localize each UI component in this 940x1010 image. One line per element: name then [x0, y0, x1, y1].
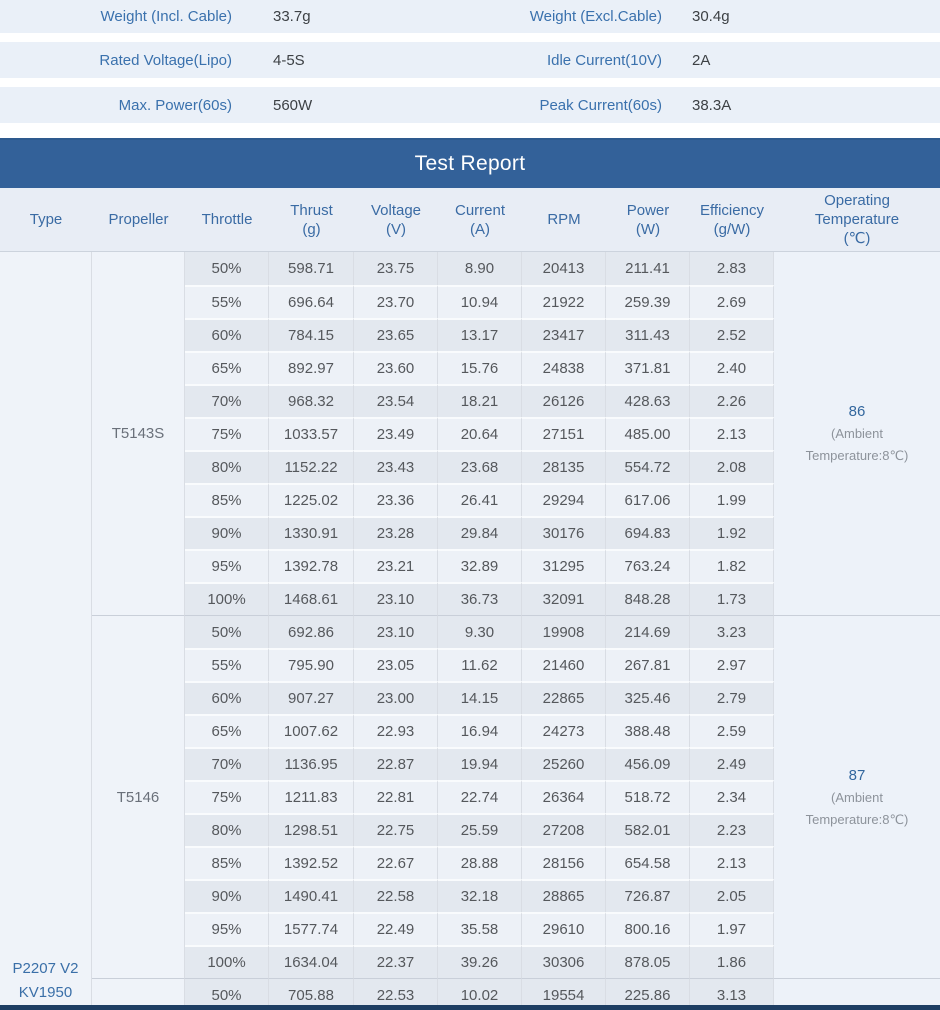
spec-label: Max. Power(60s)	[118, 96, 232, 114]
motor-type-label: P2207 V2	[12, 960, 79, 977]
cell-thrust: 692.86	[269, 615, 354, 648]
cell-throttle: 50%	[185, 615, 269, 648]
cell-power: 325.46	[606, 681, 690, 714]
cell-throttle: 100%	[185, 582, 269, 615]
cell-voltage: 22.81	[354, 780, 438, 813]
cell-efficiency: 2.05	[690, 879, 774, 912]
cell-current: 23.68	[438, 450, 522, 483]
report-table	[0, 188, 940, 1010]
cell-efficiency: 1.73	[690, 582, 774, 615]
cell-type	[0, 252, 92, 1010]
col-header-type: Type	[0, 188, 92, 252]
cell-efficiency: 2.23	[690, 813, 774, 846]
cell-rpm: 25260	[522, 747, 606, 780]
cell-voltage: 22.93	[354, 714, 438, 747]
spec-label: Weight (Excl.Cable)	[529, 8, 662, 25]
col-header-propeller: Propeller	[92, 188, 185, 252]
cell-rpm: 19908	[522, 615, 606, 648]
cell-thrust: 1298.51	[269, 813, 354, 846]
cell-throttle: 60%	[185, 681, 269, 714]
cell-efficiency: 2.40	[690, 351, 774, 384]
cell-throttle: 50%	[185, 252, 269, 285]
cell-voltage: 22.75	[354, 813, 438, 846]
cell-throttle: 90%	[185, 516, 269, 549]
cell-thrust: 1392.52	[269, 846, 354, 879]
cell-rpm: 32091	[522, 582, 606, 615]
cell-rpm: 21460	[522, 648, 606, 681]
report-table-body	[0, 252, 940, 1010]
cell-voltage: 23.75	[354, 252, 438, 285]
cell-power: 371.81	[606, 351, 690, 384]
header-row	[0, 188, 940, 252]
spec-label: Idle Current(10V)	[546, 51, 662, 69]
cell-voltage: 23.60	[354, 351, 438, 384]
col-header-thrust: Thrust (g)	[269, 188, 354, 252]
cell-power: 554.72	[606, 450, 690, 483]
cell-thrust: 1634.04	[269, 945, 354, 978]
report-title: Test Report	[414, 152, 526, 175]
cell-current: 32.18	[438, 879, 522, 912]
cell-current: 22.74	[438, 780, 522, 813]
cell-operating-temperature	[774, 615, 940, 978]
cell-voltage: 22.53	[354, 978, 438, 1010]
cell-voltage: 23.05	[354, 648, 438, 681]
spec-label: Rated Voltage(Lipo)	[99, 51, 232, 69]
cell-throttle: 70%	[185, 384, 269, 417]
spec-value: 30.4g	[692, 8, 730, 25]
cell-voltage: 23.49	[354, 417, 438, 450]
cell-throttle: 95%	[185, 549, 269, 582]
cell-efficiency: 2.59	[690, 714, 774, 747]
cell-current: 11.62	[438, 648, 522, 681]
next-section-edge	[0, 1005, 940, 1010]
cell-voltage: 23.28	[354, 516, 438, 549]
cell-efficiency: 2.13	[690, 846, 774, 879]
cell-current: 14.15	[438, 681, 522, 714]
cell-power: 518.72	[606, 780, 690, 813]
cell-current: 28.88	[438, 846, 522, 879]
col-header-voltage: Voltage (V)	[354, 188, 438, 252]
cell-rpm: 29294	[522, 483, 606, 516]
spec-row-voltage	[0, 42, 940, 78]
cell-throttle: 80%	[185, 450, 269, 483]
spec-row-power	[0, 87, 940, 123]
cell-power: 267.81	[606, 648, 690, 681]
cell-power: 800.16	[606, 912, 690, 945]
cell-throttle: 80%	[185, 813, 269, 846]
cell-current: 8.90	[438, 252, 522, 285]
cell-current: 15.76	[438, 351, 522, 384]
cell-power: 726.87	[606, 879, 690, 912]
cell-rpm: 21922	[522, 285, 606, 318]
cell-thrust: 1490.41	[269, 879, 354, 912]
cell-efficiency: 2.13	[690, 417, 774, 450]
cell-efficiency: 2.79	[690, 681, 774, 714]
cell-rpm: 30176	[522, 516, 606, 549]
spec-value: 2A	[692, 51, 711, 69]
cell-rpm: 29610	[522, 912, 606, 945]
cell-voltage: 22.67	[354, 846, 438, 879]
cell-voltage: 23.10	[354, 615, 438, 648]
cell-thrust: 1007.62	[269, 714, 354, 747]
cell-thrust: 1152.22	[269, 450, 354, 483]
cell-throttle: 85%	[185, 846, 269, 879]
ambient-temperature-note: Temperature:8℃)	[805, 448, 909, 463]
cell-power: 763.24	[606, 549, 690, 582]
cell-throttle: 75%	[185, 780, 269, 813]
cell-rpm: 19554	[522, 978, 606, 1010]
table-row	[0, 252, 940, 285]
cell-efficiency: 3.23	[690, 615, 774, 648]
cell-rpm: 28865	[522, 879, 606, 912]
cell-thrust: 968.32	[269, 384, 354, 417]
cell-thrust: 1211.83	[269, 780, 354, 813]
cell-efficiency: 1.86	[690, 945, 774, 978]
cell-voltage: 22.58	[354, 879, 438, 912]
cell-voltage: 23.10	[354, 582, 438, 615]
cell-voltage: 23.54	[354, 384, 438, 417]
cell-throttle: 75%	[185, 417, 269, 450]
cell-thrust: 696.64	[269, 285, 354, 318]
spec-label: Weight (Incl. Cable)	[100, 8, 232, 25]
cell-efficiency: 2.34	[690, 780, 774, 813]
cell-efficiency: 2.49	[690, 747, 774, 780]
cell-current: 36.73	[438, 582, 522, 615]
col-header-rpm: RPM	[522, 188, 606, 252]
cell-throttle: 65%	[185, 351, 269, 384]
cell-throttle: 90%	[185, 879, 269, 912]
cell-rpm: 27151	[522, 417, 606, 450]
cell-thrust: 1033.57	[269, 417, 354, 450]
cell-current: 16.94	[438, 714, 522, 747]
cell-current: 26.41	[438, 483, 522, 516]
cell-throttle: 60%	[185, 318, 269, 351]
cell-power: 456.09	[606, 747, 690, 780]
temperature-value: 87	[848, 766, 866, 784]
cell-thrust: 598.71	[269, 252, 354, 285]
col-header-throttle: Throttle	[185, 188, 269, 252]
cell-power: 878.05	[606, 945, 690, 978]
cell-throttle: 70%	[185, 747, 269, 780]
cell-power: 388.48	[606, 714, 690, 747]
cell-efficiency: 1.92	[690, 516, 774, 549]
cell-propeller: T5146	[92, 615, 185, 978]
cell-current: 10.02	[438, 978, 522, 1010]
cell-voltage: 22.87	[354, 747, 438, 780]
cell-rpm: 27208	[522, 813, 606, 846]
col-header-efficiency: Efficiency (g/W)	[690, 188, 774, 252]
cell-throttle: 65%	[185, 714, 269, 747]
spec-value: 38.3A	[692, 96, 732, 114]
spec-row-weight	[0, 0, 940, 33]
cell-thrust: 1330.91	[269, 516, 354, 549]
cell-efficiency: 1.97	[690, 912, 774, 945]
cell-thrust: 907.27	[269, 681, 354, 714]
cell-thrust: 892.97	[269, 351, 354, 384]
cell-current: 29.84	[438, 516, 522, 549]
cell-current: 18.21	[438, 384, 522, 417]
cell-rpm: 31295	[522, 549, 606, 582]
cell-rpm: 20413	[522, 252, 606, 285]
cell-current: 9.30	[438, 615, 522, 648]
cell-current: 13.17	[438, 318, 522, 351]
cell-power: 654.58	[606, 846, 690, 879]
cell-rpm: 30306	[522, 945, 606, 978]
ambient-temperature-note: (Ambient	[830, 426, 884, 441]
cell-rpm: 28156	[522, 846, 606, 879]
cell-thrust: 795.90	[269, 648, 354, 681]
cell-power: 428.63	[606, 384, 690, 417]
cell-power: 214.69	[606, 615, 690, 648]
cell-power: 485.00	[606, 417, 690, 450]
cell-current: 10.94	[438, 285, 522, 318]
cell-rpm: 23417	[522, 318, 606, 351]
cell-voltage: 23.65	[354, 318, 438, 351]
cell-rpm: 24273	[522, 714, 606, 747]
temperature-value: 86	[848, 403, 866, 420]
col-header-current: Current (A)	[438, 188, 522, 252]
cell-efficiency: 1.82	[690, 549, 774, 582]
cell-current: 25.59	[438, 813, 522, 846]
cell-efficiency: 2.69	[690, 285, 774, 318]
cell-efficiency: 2.52	[690, 318, 774, 351]
cell-voltage: 23.36	[354, 483, 438, 516]
cell-current: 32.89	[438, 549, 522, 582]
cell-current: 35.58	[438, 912, 522, 945]
ambient-temperature-note: Temperature:8℃)	[805, 811, 909, 827]
cell-voltage: 22.37	[354, 945, 438, 978]
cell-throttle: 55%	[185, 285, 269, 318]
cell-thrust: 1392.78	[269, 549, 354, 582]
col-header-power: Power (W)	[606, 188, 690, 252]
cell-power: 259.39	[606, 285, 690, 318]
cell-rpm: 28135	[522, 450, 606, 483]
cell-voltage: 23.00	[354, 681, 438, 714]
report-table-header	[0, 188, 940, 252]
cell-thrust: 1468.61	[269, 582, 354, 615]
cell-rpm: 22865	[522, 681, 606, 714]
cell-voltage: 22.49	[354, 912, 438, 945]
col-header-temperature: Operating Temperature (℃)	[774, 188, 940, 252]
cell-efficiency: 2.83	[690, 252, 774, 285]
cell-efficiency: 2.97	[690, 648, 774, 681]
cell-current: 19.94	[438, 747, 522, 780]
cell-throttle: 95%	[185, 912, 269, 945]
cell-efficiency: 3.13	[690, 978, 774, 1010]
report-title-bar	[0, 138, 940, 188]
cell-rpm: 24838	[522, 351, 606, 384]
spec-value: 33.7g	[273, 8, 311, 25]
cell-throttle: 100%	[185, 945, 269, 978]
cell-thrust: 1225.02	[269, 483, 354, 516]
cell-power: 582.01	[606, 813, 690, 846]
cell-throttle: 55%	[185, 648, 269, 681]
cell-power: 848.28	[606, 582, 690, 615]
spec-value: 560W	[273, 96, 313, 114]
cell-throttle: 85%	[185, 483, 269, 516]
cell-efficiency: 2.08	[690, 450, 774, 483]
cell-power: 311.43	[606, 318, 690, 351]
ambient-temperature-note: (Ambient	[830, 789, 884, 805]
cell-efficiency: 1.99	[690, 483, 774, 516]
cell-voltage: 23.70	[354, 285, 438, 318]
cell-voltage: 23.21	[354, 549, 438, 582]
spec-label: Peak Current(60s)	[539, 96, 662, 114]
cell-power: 211.41	[606, 252, 690, 285]
cell-power: 617.06	[606, 483, 690, 516]
spec-value: 4-5S	[273, 51, 305, 69]
cell-power: 225.86	[606, 978, 690, 1010]
cell-thrust: 705.88	[269, 978, 354, 1010]
cell-rpm: 26364	[522, 780, 606, 813]
cell-throttle: 50%	[185, 978, 269, 1010]
motor-type-label: KV1950	[18, 984, 73, 1001]
cell-rpm: 26126	[522, 384, 606, 417]
spec-section	[0, 0, 940, 123]
cell-power: 694.83	[606, 516, 690, 549]
cell-operating-temperature	[774, 252, 940, 615]
cell-efficiency: 2.26	[690, 384, 774, 417]
cell-thrust: 784.15	[269, 318, 354, 351]
cell-current: 39.26	[438, 945, 522, 978]
cell-propeller: T5143S	[92, 252, 185, 615]
cell-thrust: 1136.95	[269, 747, 354, 780]
cell-voltage: 23.43	[354, 450, 438, 483]
cell-thrust: 1577.74	[269, 912, 354, 945]
cell-current: 20.64	[438, 417, 522, 450]
table-row	[0, 615, 940, 648]
